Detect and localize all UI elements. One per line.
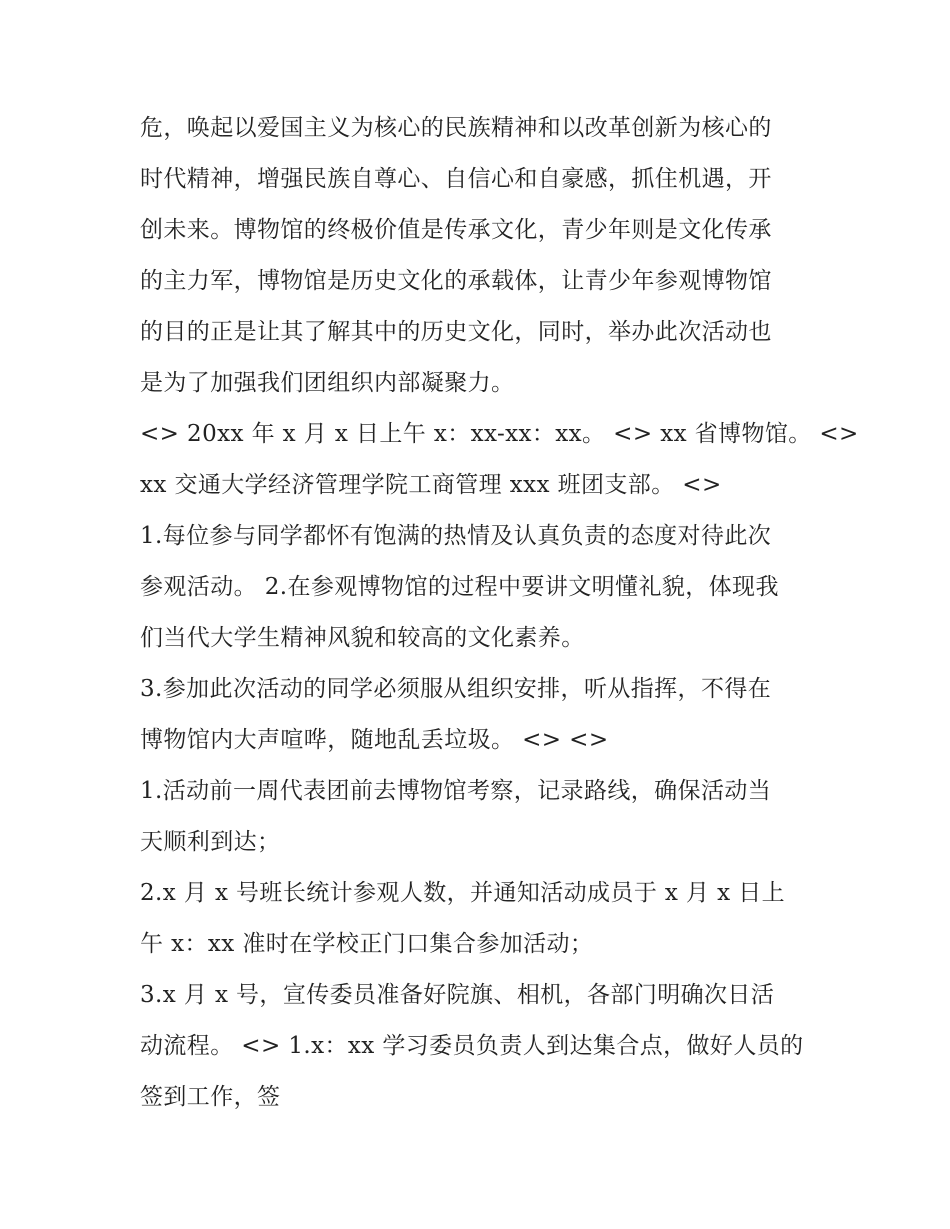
text-line: 天顺利到达； bbox=[140, 829, 281, 855]
text-line: 参观活动。 2.在参观博物馆的过程中要讲文明懂礼貌，体现我 bbox=[140, 574, 779, 600]
text-line: <> 20xx 年 x 月 x 日上午 x：xx-xx：xx。 <> xx 省博物馆。 <> bbox=[140, 421, 859, 447]
text-line: 1.每位参与同学都怀有饱满的热情及认真负责的态度对待此次 bbox=[140, 523, 772, 549]
text-line: 创未来。博物馆的终极价值是传承文化，青少年则是文化传承 bbox=[140, 217, 772, 243]
document-body bbox=[140, 103, 859, 1123]
text-line: 的目的正是让其了解其中的历史文化，同时，举办此次活动也 bbox=[140, 319, 772, 345]
text-line: 1.活动前一周代表团前去博物馆考察，记录路线，确保活动当 bbox=[140, 778, 772, 804]
text-line: 2.x 月 x 号班长统计参观人数，并通知活动成员于 x 月 x 日上 bbox=[140, 880, 786, 906]
text-line: 时代精神，增强民族自尊心、自信心和自豪感，抓住机遇，开 bbox=[140, 166, 772, 192]
text-line: 签到工作，签 bbox=[140, 1084, 281, 1110]
text-line: 们当代大学生精神风貌和较高的文化素养。 bbox=[140, 625, 585, 651]
text-line: 危，唤起以爱国主义为核心的民族精神和以改革创新为核心的 bbox=[140, 115, 772, 141]
text-line: 3.x 月 x 号，宣传委员准备好院旗、相机，各部门明确次日活 bbox=[140, 982, 775, 1008]
text-line: 午 x：xx 准时在学校正门口集合参加活动； bbox=[140, 931, 594, 957]
text-line: xx 交通大学经济管理学院工商管理 xxx 班团支部。 <> bbox=[140, 472, 722, 498]
text-line: 博物馆内大声喧哗，随地乱丢垃圾。 <> <> bbox=[140, 727, 609, 753]
text-line: 动流程。 <> 1.x：xx 学习委员负责人到达集合点，做好人员的 bbox=[140, 1033, 804, 1059]
text-line: 3.参加此次活动的同学必须服从组织安排，听从指挥，不得在 bbox=[140, 676, 772, 702]
text-line: 是为了加强我们团组织内部凝聚力。 bbox=[140, 370, 515, 396]
text-line: 的主力军，博物馆是历史文化的承载体，让青少年参观博物馆 bbox=[140, 268, 772, 294]
